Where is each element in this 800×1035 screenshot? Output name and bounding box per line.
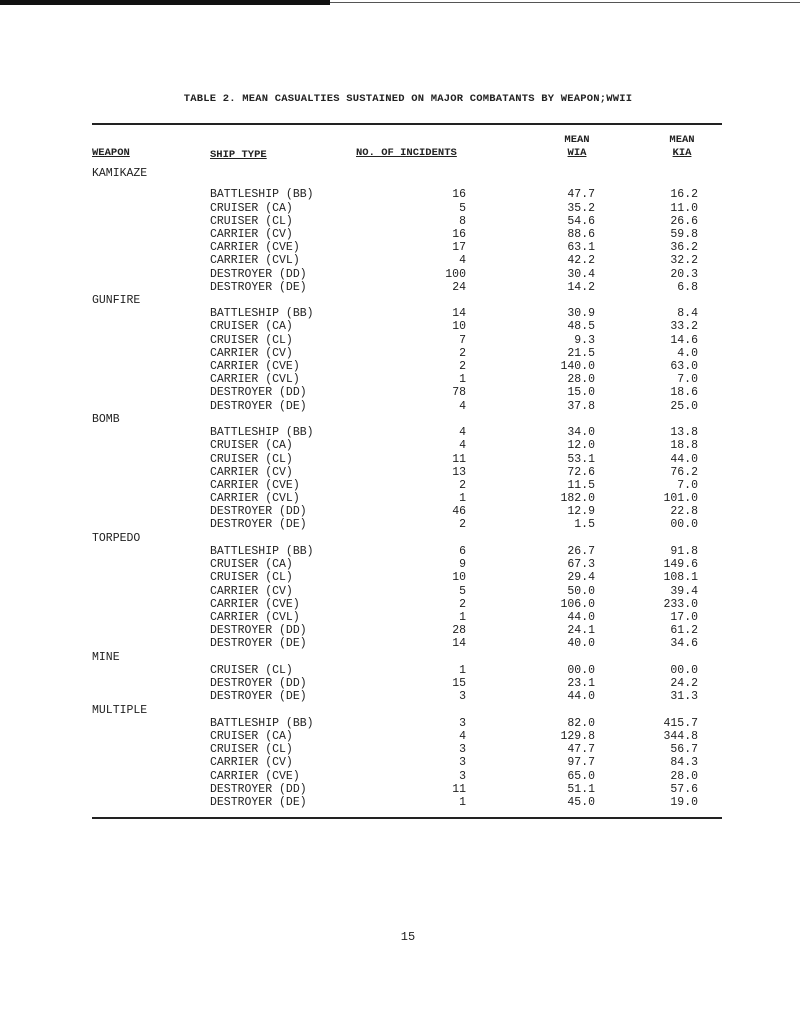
table-row — [92, 426, 722, 439]
ship-type-cell: CARRIER (CV) — [210, 227, 293, 241]
ship-type-cell: CARRIER (CVL) — [210, 254, 300, 268]
table-row — [92, 770, 722, 783]
ship-type-cell: BATTLESHIP (BB) — [210, 188, 314, 202]
ship-type-cell: DESTROYER (DD) — [210, 782, 307, 796]
header-ship-type: SHIP TYPE — [210, 149, 267, 161]
incidents-cell: 1 — [459, 492, 466, 506]
ship-type-cell: CARRIER (CV) — [210, 756, 293, 770]
mean-wia-cell: 54.6 — [567, 214, 595, 228]
mean-kia-cell: 33.2 — [670, 320, 698, 334]
table-row — [92, 756, 722, 769]
mean-wia-cell: 65.0 — [567, 769, 595, 783]
mean-kia-cell: 00.0 — [670, 518, 698, 532]
table-row — [92, 690, 722, 703]
ship-type-cell: CRUISER (CL) — [210, 663, 293, 677]
mean-wia-cell: 140.0 — [560, 360, 595, 374]
mean-kia-cell: 00.0 — [670, 663, 698, 677]
incidents-cell: 100 — [445, 267, 466, 281]
weapon-group-label: TORPEDO — [92, 531, 141, 545]
incidents-cell: 16 — [452, 227, 466, 241]
ship-type-cell: CARRIER (CVL) — [210, 611, 300, 624]
mean-wia-cell: 37.8 — [567, 399, 595, 413]
table-row — [92, 783, 722, 796]
mean-wia-cell: 42.2 — [567, 254, 595, 268]
incidents-cell: 8 — [459, 214, 466, 228]
scan-edge-bar — [0, 0, 330, 5]
incidents-cell: 1 — [459, 796, 466, 810]
mean-kia-cell: 34.6 — [670, 637, 698, 651]
ship-type-cell: CARRIER (CVE) — [210, 360, 300, 374]
table-row — [92, 598, 722, 611]
incidents-cell: 5 — [459, 201, 466, 215]
mean-wia-cell: 23.1 — [567, 677, 595, 691]
mean-kia-cell: 26.6 — [670, 214, 698, 228]
mean-wia-cell: 47.7 — [567, 743, 595, 757]
table-row — [92, 558, 722, 571]
table-row — [92, 360, 722, 373]
incidents-cell: 2 — [459, 597, 466, 611]
table-row — [92, 281, 722, 294]
mean-wia-cell: 26.7 — [567, 545, 595, 559]
incidents-cell: 14 — [452, 307, 466, 321]
ship-type-cell: DESTROYER (DD) — [210, 386, 307, 400]
mean-kia-cell: 63.0 — [670, 360, 698, 374]
incidents-cell: 14 — [452, 637, 466, 651]
ship-type-cell: CARRIER (CV) — [210, 465, 293, 479]
mean-kia-cell: 32.2 — [670, 254, 698, 268]
ship-type-cell: BATTLESHIP (BB) — [210, 716, 314, 730]
weapon-group-label: MINE — [92, 650, 120, 664]
incidents-cell: 10 — [452, 571, 466, 585]
mean-wia-cell: 24.1 — [567, 624, 595, 638]
mean-wia-cell: 28.0 — [567, 373, 595, 387]
ship-type-cell: DESTROYER (DE) — [210, 518, 307, 532]
mean-wia-cell: 11.5 — [567, 478, 595, 492]
weapon-group-label: KAMIKAZE — [92, 167, 148, 180]
table-row — [92, 228, 722, 241]
top-rule — [92, 123, 722, 125]
ship-type-cell: CARRIER (CVE) — [210, 478, 300, 492]
ship-type-cell: CRUISER (CL) — [210, 214, 293, 228]
table-row — [92, 585, 722, 598]
mean-wia-cell: 21.5 — [567, 346, 595, 360]
incidents-cell: 1 — [459, 373, 466, 387]
mean-wia-cell: 47.7 — [567, 188, 595, 202]
ship-type-cell: DESTROYER (DD) — [210, 505, 307, 519]
incidents-cell: 5 — [459, 584, 466, 598]
weapon-group-label: GUNFIRE — [92, 293, 141, 307]
mean-wia-cell: 9.3 — [574, 333, 595, 347]
mean-kia-cell: 39.4 — [670, 584, 698, 598]
mean-wia-cell: 30.9 — [567, 307, 595, 321]
header-mean-kia — [660, 134, 704, 160]
table-row — [92, 743, 722, 756]
ship-type-cell: DESTROYER (DE) — [210, 399, 307, 413]
mean-kia-cell: 344.8 — [663, 730, 698, 744]
incidents-cell: 3 — [459, 743, 466, 757]
incidents-cell: 1 — [459, 663, 466, 677]
mean-kia-cell: 7.0 — [677, 478, 698, 492]
mean-wia-cell: 82.0 — [567, 716, 595, 730]
incidents-cell: 15 — [452, 677, 466, 691]
mean-wia-cell: 129.8 — [560, 730, 595, 744]
mean-kia-cell: 415.7 — [663, 716, 698, 730]
mean-wia-cell: 67.3 — [567, 558, 595, 572]
header-mean-wia — [555, 134, 599, 160]
incidents-cell: 11 — [452, 782, 466, 796]
mean-wia-cell: 88.6 — [567, 227, 595, 241]
mean-kia-cell: 31.3 — [670, 690, 698, 704]
ship-type-cell: CARRIER (CV) — [210, 346, 293, 360]
header-wia-top: MEAN — [564, 134, 590, 146]
ship-type-cell: CARRIER (CVE) — [210, 241, 300, 255]
table-row — [92, 188, 722, 201]
ship-type-cell: DESTROYER (DE) — [210, 690, 307, 704]
mean-wia-cell: 12.9 — [567, 505, 595, 519]
mean-kia-cell: 28.0 — [670, 769, 698, 783]
table-row — [92, 717, 722, 730]
mean-wia-cell: 34.0 — [567, 426, 595, 440]
mean-wia-cell: 48.5 — [567, 320, 595, 334]
incidents-cell: 46 — [452, 505, 466, 519]
table-row — [92, 347, 722, 360]
table-row — [92, 730, 722, 743]
weapon-group-label: MULTIPLE — [92, 703, 148, 717]
mean-kia-cell: 61.2 — [670, 624, 698, 638]
table-row — [92, 373, 722, 386]
incidents-cell: 10 — [452, 320, 466, 334]
incidents-cell: 1 — [459, 611, 466, 624]
ship-type-cell: DESTROYER (DD) — [210, 267, 307, 281]
mean-kia-cell: 13.8 — [670, 426, 698, 440]
ship-type-cell: CRUISER (CA) — [210, 558, 293, 572]
incidents-cell: 78 — [452, 386, 466, 400]
ship-type-cell: CARRIER (CVL) — [210, 492, 300, 506]
ship-type-cell: CRUISER (CA) — [210, 439, 293, 453]
mean-wia-cell: 1.5 — [574, 518, 595, 532]
table-title: TABLE 2. MEAN CASUALTIES SUSTAINED ON MAJOR COMBATANTS BY WEAPON;WWII — [183, 93, 633, 105]
mean-kia-cell: 17.0 — [670, 611, 698, 624]
mean-kia-cell: 149.6 — [663, 558, 698, 572]
table-row — [92, 268, 722, 281]
weapon-group-label: BOMB — [92, 412, 120, 426]
incidents-cell: 4 — [459, 439, 466, 453]
incidents-cell: 24 — [452, 280, 466, 294]
table-row — [92, 453, 722, 466]
table-row — [92, 334, 722, 347]
ship-type-cell: CRUISER (CL) — [210, 452, 293, 466]
incidents-cell: 3 — [459, 690, 466, 704]
mean-kia-cell: 18.6 — [670, 386, 698, 400]
header-kia: KIA — [672, 147, 692, 159]
mean-kia-cell: 24.2 — [670, 677, 698, 691]
mean-kia-cell: 14.6 — [670, 333, 698, 347]
table-row — [92, 241, 722, 254]
ship-type-cell: BATTLESHIP (BB) — [210, 426, 314, 440]
header-wia: WIA — [567, 147, 587, 159]
mean-kia-cell: 101.0 — [663, 492, 698, 506]
page-number: 15 — [400, 930, 416, 944]
header-incidents: NO. OF INCIDENTS — [356, 147, 457, 159]
mean-wia-cell: 51.1 — [567, 782, 595, 796]
mean-wia-cell: 72.6 — [567, 465, 595, 479]
table-row — [92, 571, 722, 584]
table-row — [92, 215, 722, 228]
bottom-rule — [92, 817, 722, 819]
incidents-cell: 9 — [459, 558, 466, 572]
mean-wia-cell: 35.2 — [567, 201, 595, 215]
mean-kia-cell: 56.7 — [670, 743, 698, 757]
table-row — [92, 637, 722, 650]
ship-type-cell: CARRIER (CVL) — [210, 373, 300, 387]
mean-wia-cell: 44.0 — [567, 611, 595, 624]
ship-type-cell: CRUISER (CL) — [210, 571, 293, 585]
ship-type-cell: DESTROYER (DE) — [210, 637, 307, 651]
incidents-cell: 4 — [459, 399, 466, 413]
incidents-cell: 2 — [459, 518, 466, 532]
mean-kia-cell: 4.0 — [677, 346, 698, 360]
mean-wia-cell: 53.1 — [567, 452, 595, 466]
mean-wia-cell: 29.4 — [567, 571, 595, 585]
table-row — [92, 307, 722, 320]
mean-wia-cell: 40.0 — [567, 637, 595, 651]
mean-wia-cell: 30.4 — [567, 267, 595, 281]
table-row — [92, 518, 722, 531]
ship-type-cell: CRUISER (CL) — [210, 333, 293, 347]
incidents-cell: 2 — [459, 346, 466, 360]
incidents-cell: 17 — [452, 241, 466, 255]
incidents-cell: 3 — [459, 769, 466, 783]
mean-wia-cell: 14.2 — [567, 280, 595, 294]
header-weapon: WEAPON — [92, 147, 130, 159]
incidents-cell: 7 — [459, 333, 466, 347]
incidents-cell: 4 — [459, 254, 466, 268]
table-row — [92, 202, 722, 215]
table-row — [92, 611, 722, 624]
table-row — [92, 466, 722, 479]
incidents-cell: 16 — [452, 188, 466, 202]
mean-kia-cell: 57.6 — [670, 782, 698, 796]
ship-type-cell: CRUISER (CA) — [210, 201, 293, 215]
table-row — [92, 400, 722, 413]
table-row — [92, 664, 722, 677]
ship-type-cell: CRUISER (CA) — [210, 320, 293, 334]
mean-wia-cell: 44.0 — [567, 690, 595, 704]
mean-kia-cell: 8.4 — [677, 307, 698, 321]
mean-kia-cell: 16.2 — [670, 188, 698, 202]
table-row — [92, 505, 722, 518]
incidents-cell: 2 — [459, 360, 466, 374]
incidents-cell: 4 — [459, 730, 466, 744]
ship-type-cell: CARRIER (CV) — [210, 584, 293, 598]
incidents-cell: 28 — [452, 624, 466, 638]
mean-kia-cell: 91.8 — [670, 545, 698, 559]
incidents-cell: 3 — [459, 756, 466, 770]
incidents-cell: 11 — [452, 452, 466, 466]
mean-wia-cell: 106.0 — [560, 597, 595, 611]
scan-edge-line — [330, 2, 800, 3]
incidents-cell: 3 — [459, 716, 466, 730]
header-kia-top: MEAN — [669, 134, 695, 146]
ship-type-cell: DESTROYER (DE) — [210, 796, 307, 810]
mean-kia-cell: 76.2 — [670, 465, 698, 479]
mean-wia-cell: 15.0 — [567, 386, 595, 400]
incidents-cell: 4 — [459, 426, 466, 440]
mean-kia-cell: 233.0 — [663, 597, 698, 611]
table-row — [92, 254, 722, 267]
table-row — [92, 624, 722, 637]
ship-type-cell: DESTROYER (DD) — [210, 624, 307, 638]
table-row — [92, 439, 722, 452]
table-row — [92, 677, 722, 690]
mean-wia-cell: 97.7 — [567, 756, 595, 770]
incidents-cell: 2 — [459, 478, 466, 492]
mean-wia-cell: 00.0 — [567, 663, 595, 677]
mean-kia-cell: 84.3 — [670, 756, 698, 770]
ship-type-cell: DESTROYER (DD) — [210, 677, 307, 691]
table-row — [92, 796, 722, 809]
mean-kia-cell: 25.0 — [670, 399, 698, 413]
incidents-cell: 13 — [452, 465, 466, 479]
mean-kia-cell: 19.0 — [670, 796, 698, 810]
table-row — [92, 545, 722, 558]
mean-wia-cell: 63.1 — [567, 241, 595, 255]
ship-type-cell: CARRIER (CVE) — [210, 597, 300, 611]
table-row — [92, 479, 722, 492]
mean-kia-cell: 11.0 — [670, 201, 698, 215]
table-row — [92, 492, 722, 505]
mean-kia-cell: 6.8 — [677, 280, 698, 294]
ship-type-cell: DESTROYER (DE) — [210, 280, 307, 294]
ship-type-cell: CRUISER (CL) — [210, 743, 293, 757]
mean-kia-cell: 18.8 — [670, 439, 698, 453]
mean-kia-cell: 44.0 — [670, 452, 698, 466]
table-row — [92, 386, 722, 399]
table-body — [92, 167, 722, 809]
ship-type-cell: BATTLESHIP (BB) — [210, 545, 314, 559]
mean-wia-cell: 50.0 — [567, 584, 595, 598]
incidents-cell: 6 — [459, 545, 466, 559]
ship-type-cell: BATTLESHIP (BB) — [210, 307, 314, 321]
mean-wia-cell: 12.0 — [567, 439, 595, 453]
mean-kia-cell: 22.8 — [670, 505, 698, 519]
mean-kia-cell: 59.8 — [670, 227, 698, 241]
table-row — [92, 320, 722, 333]
mean-wia-cell: 182.0 — [560, 492, 595, 506]
mean-kia-cell: 20.3 — [670, 267, 698, 281]
mean-wia-cell: 45.0 — [567, 796, 595, 810]
ship-type-cell: CRUISER (CA) — [210, 730, 293, 744]
mean-kia-cell: 108.1 — [663, 571, 698, 585]
mean-kia-cell: 7.0 — [677, 373, 698, 387]
mean-kia-cell: 36.2 — [670, 241, 698, 255]
ship-type-cell: CARRIER (CVE) — [210, 769, 300, 783]
